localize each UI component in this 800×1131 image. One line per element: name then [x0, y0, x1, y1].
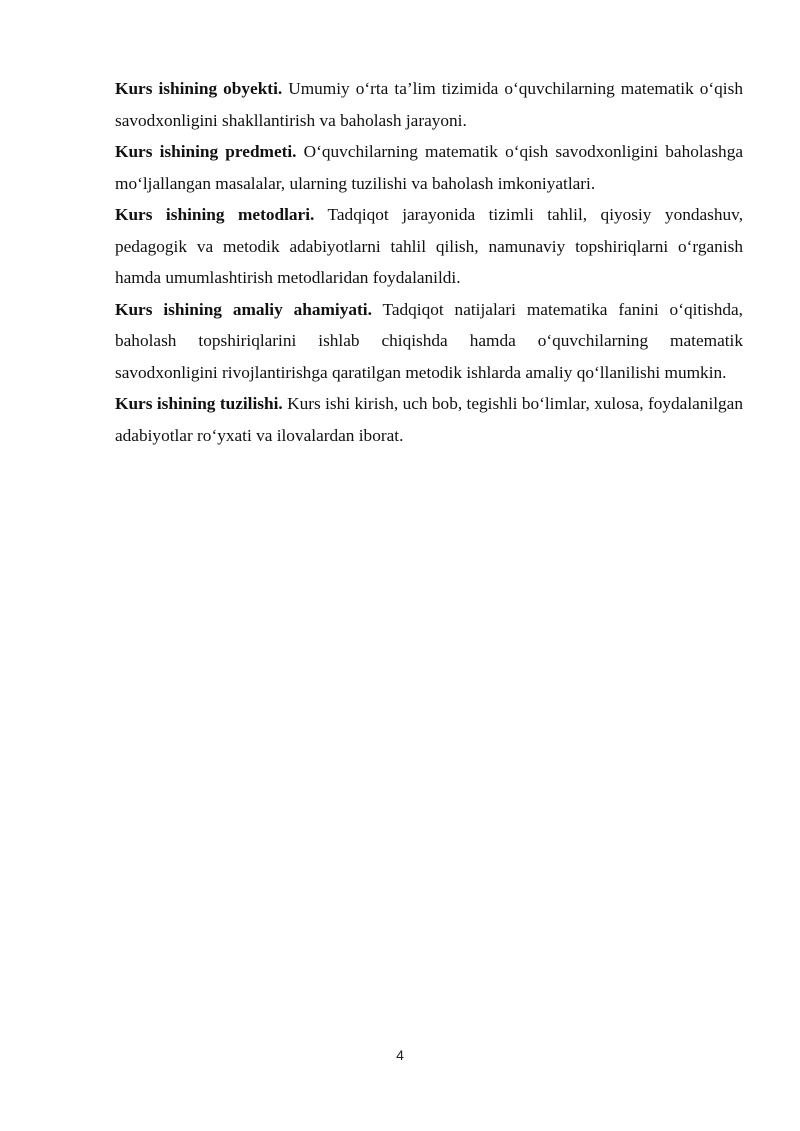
paragraph-text: Tadqiqot natijalari matematika fanini o‘qitishda, baholash topshiriqlarini ishlab chiqishda hamda o‘quvchilarning matematik savodxonligini rivojlantirishga qaratilgan metodik ishlarda amaliy qo‘llanilishi mumkin. — [115, 299, 743, 382]
paragraph-practical-significance — [115, 294, 743, 389]
paragraph-text: Umumiy o‘rta ta’lim tizimida o‘quvchilarning matematik o‘qish savodxonligini shakllantirish va baholash jarayoni. — [115, 79, 743, 130]
paragraph-label: Kurs ishining metodlari. — [115, 205, 315, 224]
paragraph-structure — [115, 388, 743, 451]
paragraph-label: Kurs ishining amaliy ahamiyati. — [115, 299, 372, 319]
paragraph-text: Kurs ishi kirish, uch bob, tegishli bo‘limlar, xulosa, foydalanilgan adabiyotlar ro‘yxati va ilovalardan iborat. — [115, 394, 743, 445]
paragraph-label: Kurs ishining tuzilishi. — [115, 394, 283, 413]
paragraph-subject — [115, 136, 743, 199]
paragraph-text: O‘quvchilarning matematik o‘qish savodxonligini baholashga mo‘ljallangan masalalar, ularning tuzilishi va baholash imkoniyatlari. — [115, 142, 744, 193]
paragraph-label: Kurs ishining obyekti. — [115, 79, 283, 98]
paragraph-text: Tadqiqot jarayonida tizimli tahlil, qiyosiy yondashuv, pedagogik va metodik adabiyotlarni tahlil qilish, namunaviy topshiriqlarni o‘rganish hamda umumlashtirish metodlaridan foydalanildi. — [115, 205, 744, 287]
document-body — [115, 73, 743, 451]
paragraph-object — [115, 73, 743, 136]
paragraph-methods — [115, 199, 743, 294]
paragraph-label: Kurs ishining predmeti. — [115, 142, 297, 161]
page-number: 4 — [396, 1047, 404, 1063]
